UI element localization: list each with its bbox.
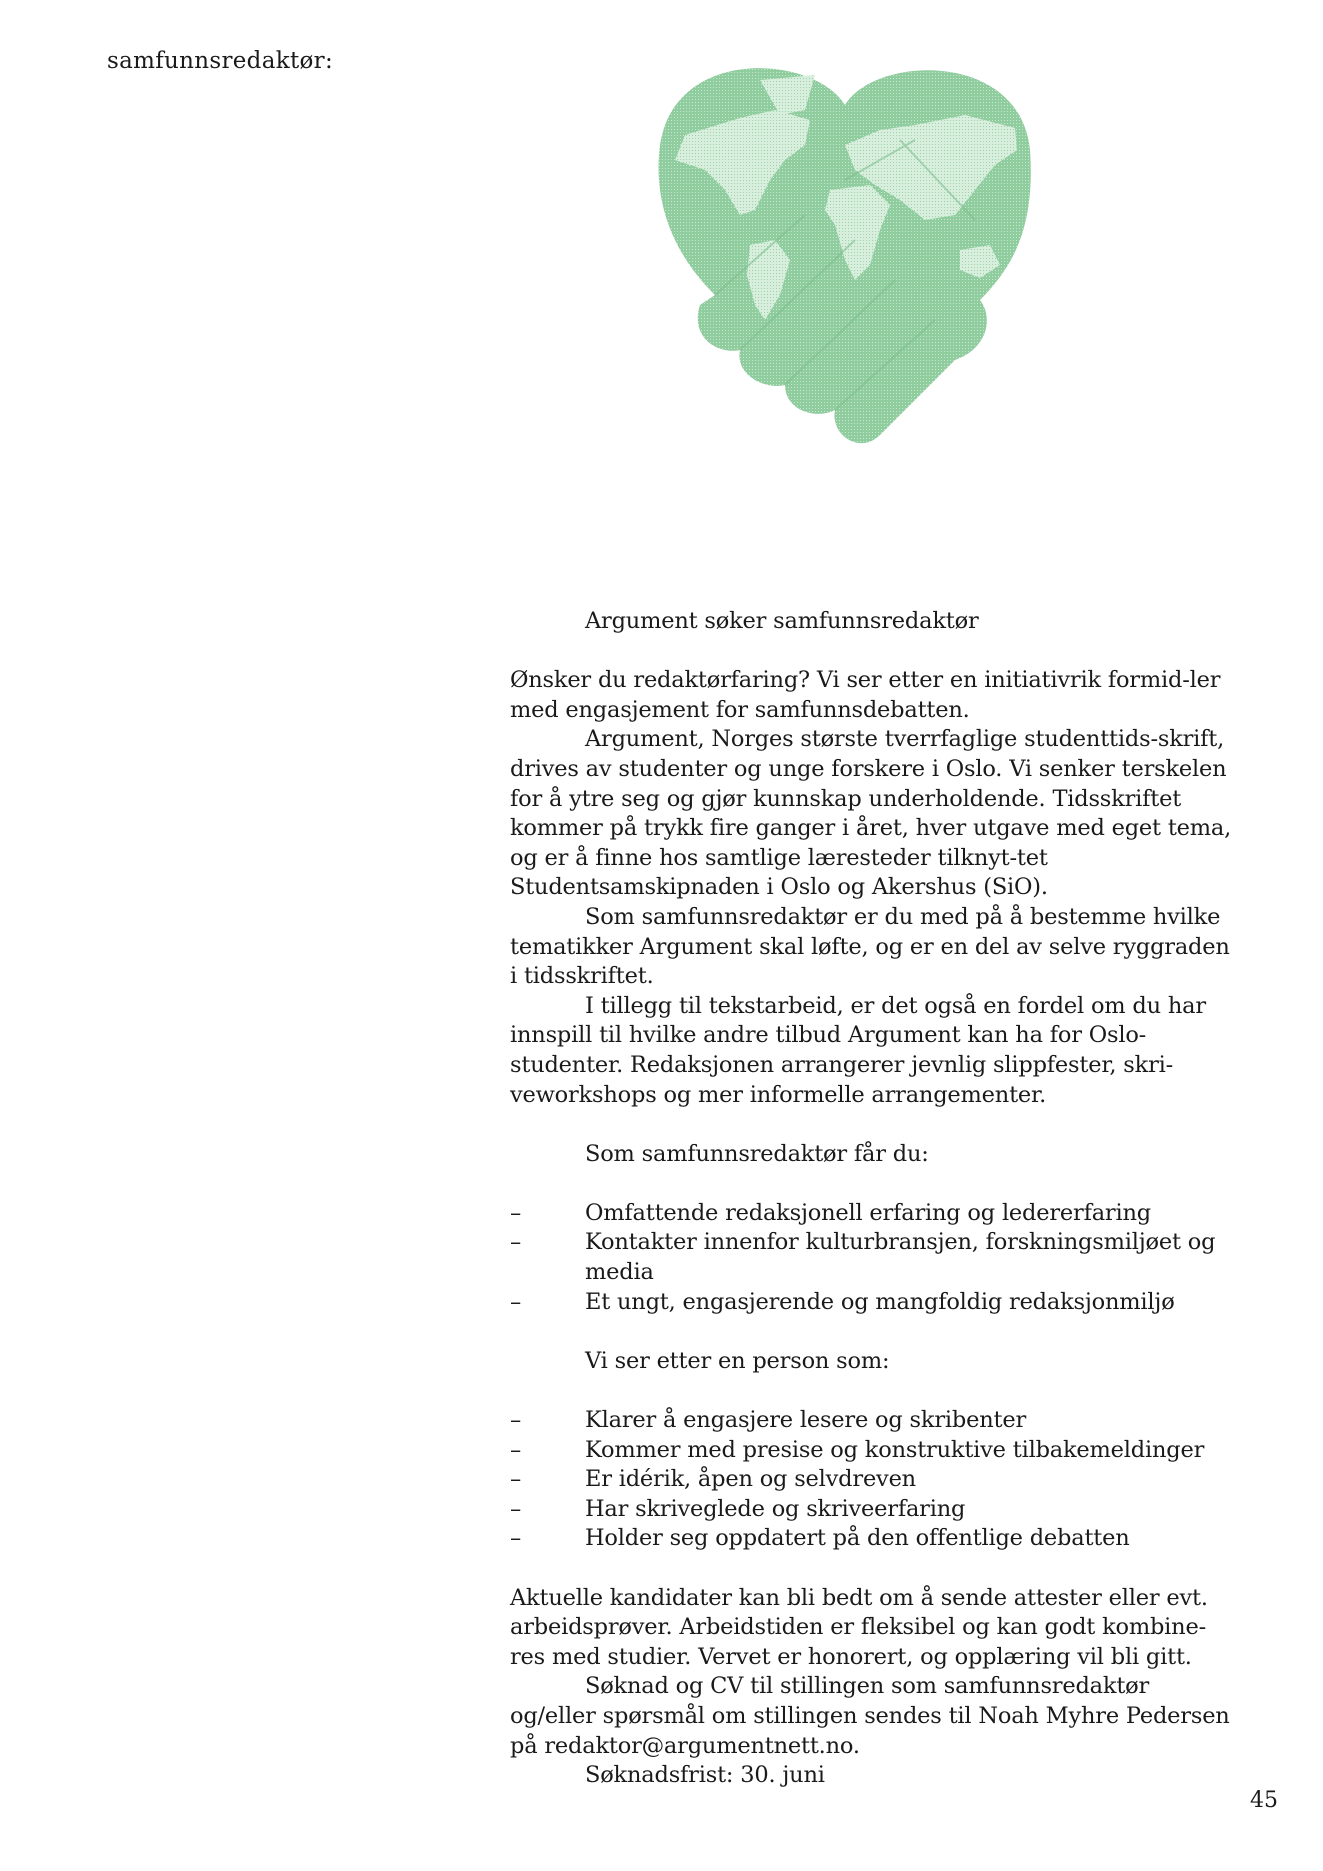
article-paragraph: I tillegg til tekstarbeid, er det også en fordel om du har innspill til hvilke andre tilbud Argument kan ha for Oslo-studenter. Redaksjonen arrangerer jevnlig slippfester, skri-veworkshops og mer informelle arrangementer. xyxy=(510,992,1206,1108)
heart-hands-world-map-icon xyxy=(655,50,1035,460)
requirements-list xyxy=(510,1406,1240,1554)
article-intro: Ønsker du redaktørfaring? Vi ser etter en initiativrik formid-ler med engasjement for samfunnsdebatten. xyxy=(510,667,1221,723)
benefits-heading: Som samfunnsredaktør får du: xyxy=(585,1140,929,1167)
deadline: Søknadsfrist: 30. juni xyxy=(585,1762,825,1789)
dash-bullet: – xyxy=(510,1525,522,1552)
article-title: Argument søker samfunnsredaktør xyxy=(585,608,979,634)
list-item: – Holder seg oppdatert på den offentlige debatten xyxy=(510,1524,1240,1554)
list-item: – Kommer med presise og konstruktive tilbakemeldinger xyxy=(510,1436,1240,1466)
dash-bullet: – xyxy=(510,1407,522,1434)
application-paragraph: Søknad og CV til stillingen som samfunnsredaktør og/eller spørsmål om stillingen sendes til Noah Myhre Pedersen på redaktor@argumentnett.no. xyxy=(510,1673,1230,1759)
list-item: – Klarer å engasjere lesere og skribenter xyxy=(510,1406,1240,1436)
list-item: – Kontakter innenfor kulturbransjen, forskningsmiljøet og media xyxy=(510,1229,1216,1286)
dash-bullet: – xyxy=(510,1229,522,1256)
dash-bullet: – xyxy=(510,1436,522,1463)
page-number: 45 xyxy=(1250,1788,1278,1813)
dash-bullet: – xyxy=(510,1466,522,1493)
dash-bullet: – xyxy=(510,1199,522,1226)
list-item: – Et ungt, engasjerende og mangfoldig redaksjonmiljø xyxy=(510,1288,1240,1318)
dash-bullet: – xyxy=(510,1495,522,1522)
section-label: samfunnsredaktør: xyxy=(107,48,333,74)
requirements-heading: Vi ser etter en person som: xyxy=(585,1347,890,1374)
list-item: – Omfattende redaksjonell erfaring og ledererfaring xyxy=(510,1199,1240,1229)
article-paragraph: Som samfunnsredaktør er du med på å bestemme hvilke tematikker Argument skal løfte, og er en del av selve ryggraden i tidsskriftet. xyxy=(510,903,1230,990)
list-item: – Har skriveglede og skriveerfaring xyxy=(510,1495,1240,1525)
article-paragraph: Argument, Norges største tverrfaglige studenttids-skrift, drives av studenter og unge forskere i Oslo. Vi senker terskelen for å ytre seg og gjør kunnskap underholdende. Tidsskriftet kommer på trykk fire ganger i året, hver utgave med eget tema, og er å finne hos samtlige læresteder tilknyt-tet Studentsamskipnaden i Oslo og Akershus (SiO). xyxy=(510,726,1232,901)
article-column xyxy=(510,607,1240,1791)
benefits-list xyxy=(510,1199,1240,1317)
dash-bullet: – xyxy=(510,1288,522,1315)
closing-paragraph: Aktuelle kandidater kan bli bedt om å sende attester eller evt. arbeidsprøver. Arbeidstiden er fleksibel og kan godt kombine-res med studier. Vervet er honorert, og opplæring vil bli gitt. xyxy=(510,1584,1208,1670)
list-item: – Er idérik, åpen og selvdreven xyxy=(510,1465,1240,1495)
